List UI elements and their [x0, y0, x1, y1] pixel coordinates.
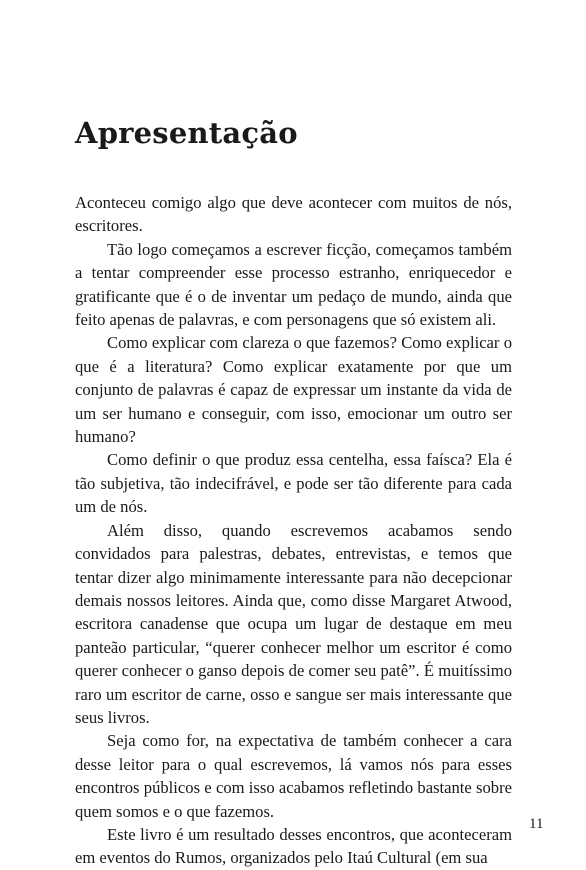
chapter-body	[75, 191, 512, 870]
paragraph: Além disso, quando escrevemos acabamos sendo convidados para palestras, debates, entrevistas, e temos que tentar dizer algo minimamente interessante para não decepcionar demais nossos leitores. Ainda que, como disse Margaret Atwood, escritora canadense que ocupa um lugar de destaque em meu panteão particular, “querer conhecer melhor um escritor é como querer conhecer o ganso depois de comer seu patê”. É muitíssimo raro um escritor de carne, osso e sangue ser mais interessante que seus livros.	[75, 520, 512, 727]
paragraph: Aconteceu comigo algo que deve acontecer com muitos de nós, escritores.	[75, 193, 512, 236]
paragraph: Este livro é um resultado desses encontros, que aconteceram em eventos do Rumos, organizados pelo Itaú Cultural (em sua	[75, 824, 512, 868]
chapter-title: Apresentação	[75, 116, 298, 150]
paragraph: Tão logo começamos a escrever ficção, começamos também a tentar compreender esse processo estranho, enriquecedor e gratificante que é o de inventar um pedaço de mundo, ainda que feito apenas de palavras, e com personagens que só existem ali.	[75, 239, 512, 330]
page-number: 11	[529, 816, 544, 832]
paragraph: Seja como for, na expectativa de também conhecer a cara desse leitor para o qual escrevemos, lá vamos nós para esses encontros públicos e com isso acabamos refletindo bastante sobre quem somos e o que fazemos.	[75, 731, 512, 821]
paragraph: Como explicar com clareza o que fazemos? Como explicar o que é a literatura? Como explicar exatamente por que um conjunto de palavras é capaz de expressar um instante da vida de um ser humano e conseguir, com isso, emocionar um outro ser humano?	[75, 333, 512, 447]
paragraph: Como definir o que produz essa centelha, essa faísca? Ela é tão subjetiva, tão indecifrável, e pode ser tão diferente para cada um de nós.	[75, 450, 512, 517]
